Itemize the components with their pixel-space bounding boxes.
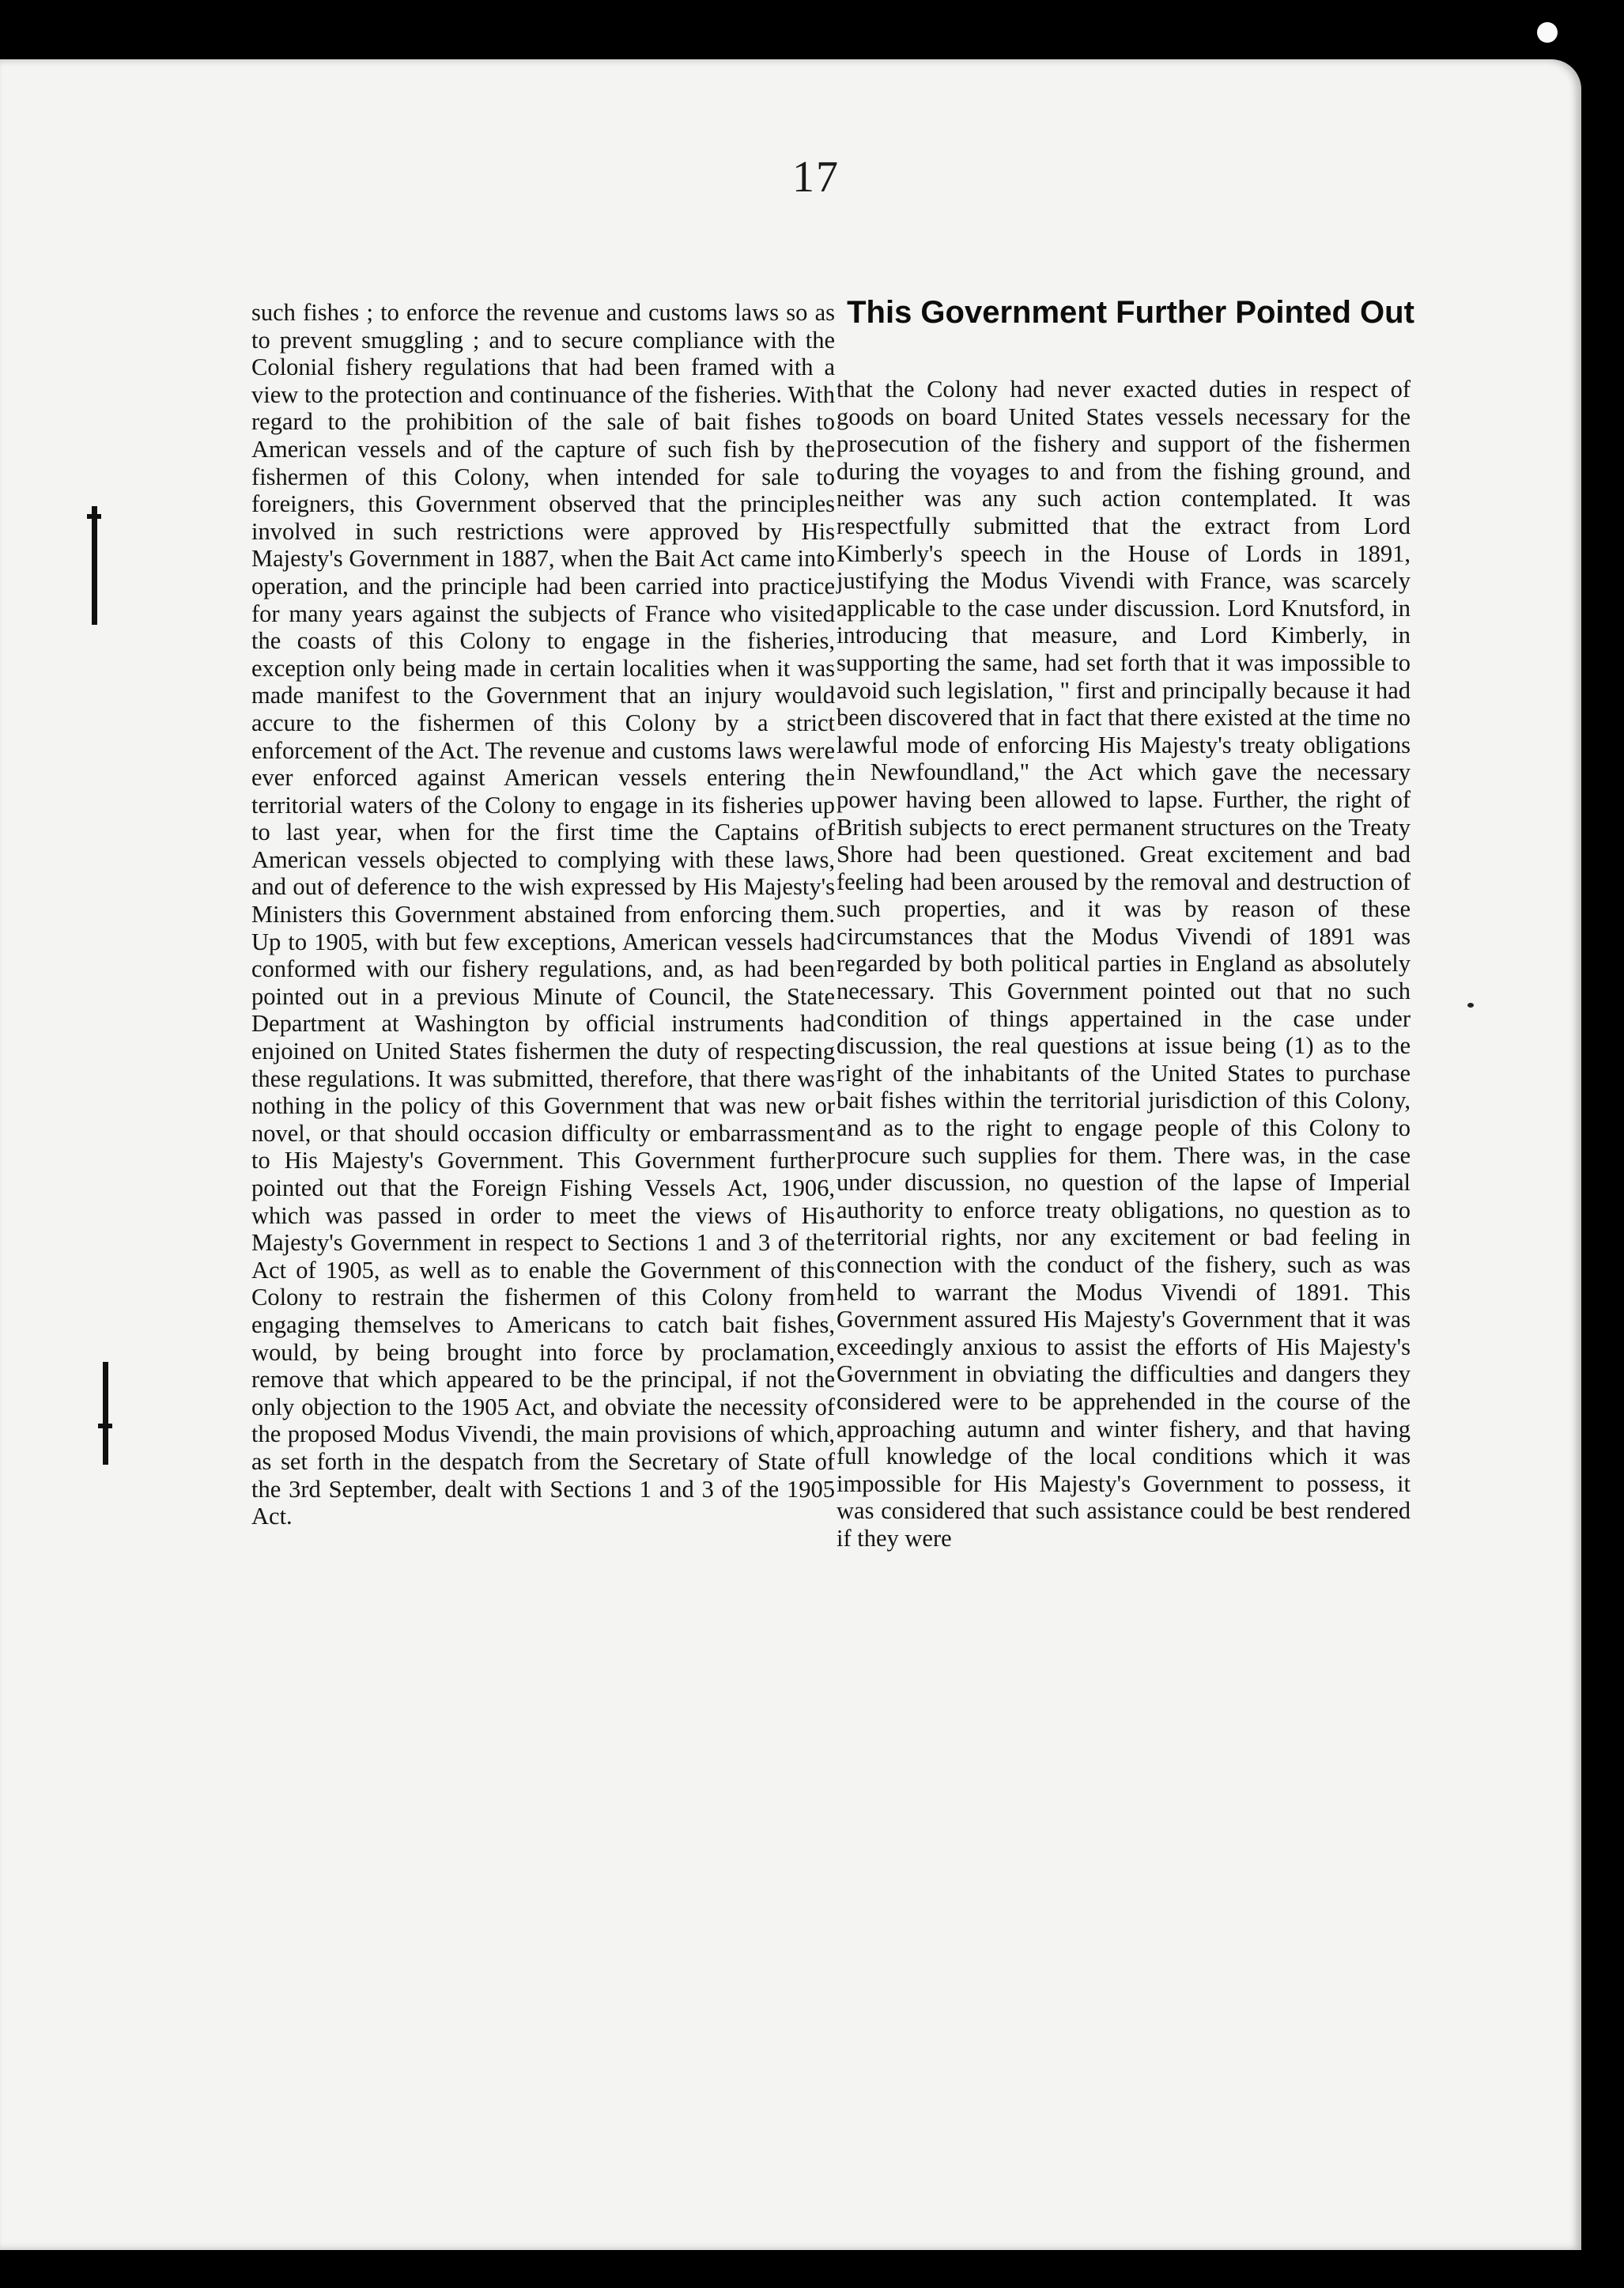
page-number: 17 [792,153,840,202]
ink-speck [1467,1003,1474,1008]
left-text-column [251,299,835,1530]
margin-binding-mark-upper [92,506,97,625]
margin-binding-mark-upper-tick [87,514,101,519]
corner-punch-mark [1537,22,1558,43]
left-column-paragraph: such fishes ; to enforce the revenue and customs laws so as to prevent smuggling ; and to secure compliance with the Colonial fishery regulations that had been framed with a view to the protection and continuance of the fisheries. With regard to the prohibition of the sale of bait fishes to American vessels and of the capture of such fish by the fishermen of this Colony, when intended for sale to foreigners, this Government observed that the principles involved in such restrictions were approved by His Majesty's Government in 1887, when the Bait Act came into operation, and the principle had been carried into practice for many years against the subjects of France who visited the coasts of this Colony to engage in the fisheries, exception only being made in certain localities when it was made manifest to the Government that an injury would accure to the fishermen of this Colony by a strict enforcement of the Act. The revenue and customs laws were ever enforced against American vessels entering the territorial waters of the Colony to engage in its fisheries up to last year, when for the first time the Captains of American vessels objected to complying with these laws, and out of deference to the wish expressed by His Majesty's Ministers this Government abstained from enforcing them. Up to 1905, with but few exceptions, American vessels had conformed with our fishery regulations, and, as had been pointed out in a previous Minute of Council, the State Department at Washington by official instruments had enjoined on United States fishermen the duty of respecting these regulations. It was submitted, therefore, that there was nothing in the policy of this Government that was new or novel, or that should occasion difficulty or embarrassment to His Majesty's Government. This Government further pointed out that the Foreign Fishing Vessels Act, 1906, which was passed in order to meet the views of His Majesty's Government in respect to Sections 1 and 3 of the Act of 1905, as well as to enable the Government of this Colony to restrain the fishermen of this Colony from engaging themselves to Americans to catch bait fishes, would, by being brought into force by proclamation, remove that which appeared to be the principal, if not the only objection to the 1905 Act, and obviate the necessity of the proposed Modus Vivendi, the main provisions of which, as set forth in the despatch from the Secretary of State of the 3rd September, dealt with Sections 1 and 3 of the 1905 Act. [251,299,835,1530]
section-heading: This Government Further Pointed Out [847,295,1414,330]
right-column-paragraph: that the Colony had never exacted duties in respect of goods on board United States vessels necessary for the prosecution of the fishery and support of the fishermen during the voyages to and from the fishing ground, and neither was any such action contemplated. It was respectfully submitted that the extract from Lord Kimberly's speech in the House of Lords in 1891, justifying the Modus Vivendi with France, was scarcely applicable to the case under discussion. Lord Knutsford, in introducing that measure, and Lord Kimberly, in supporting the same, had set forth that it was impossible to avoid such legislation, " first and principally because it had been discovered that in fact that there existed at the time no lawful mode of enforcing His Majesty's treaty obligations in Newfoundland," the Act which gave the necessary power having been allowed to lapse. Further, the right of British subjects to erect permanent structures on the Treaty Shore had been questioned. Great excitement and bad feeling had been aroused by the removal and destruction of such properties, and it was by reason of these circumstances that the Modus Vivendi of 1891 was regarded by both political parties in England as absolutely necessary. This Government pointed out that no such condition of things appertained in the case under discussion, the real questions at issue being (1) as to the right of the inhabitants of the United States to purchase bait fishes within the territorial jurisdiction of this Colony, and as to the right to engage people of this Colony to procure such supplies for them. There was, in the case under discussion, no question of the lapse of Imperial authority to enforce treaty obligations, no question as to territorial rights, nor any excitement or bad feeling in connection with the conduct of the fishery, such as was held to warrant the Modus Vivendi of 1891. This Government assured His Majesty's Government that it was exceedingly anxious to assist the efforts of His Majesty's Government in obviating the difficulties and dangers they considered were to be apprehended in the course of the approaching autumn and winter fishery, and that having full knowledge of the local conditions which it was impossible for His Majesty's Government to possess, it was considered that such assistance could be best rendered if they were [837,376,1411,1552]
margin-binding-mark-lower [103,1362,108,1465]
margin-binding-mark-lower-tick [98,1424,112,1428]
right-text-column [837,376,1411,1552]
